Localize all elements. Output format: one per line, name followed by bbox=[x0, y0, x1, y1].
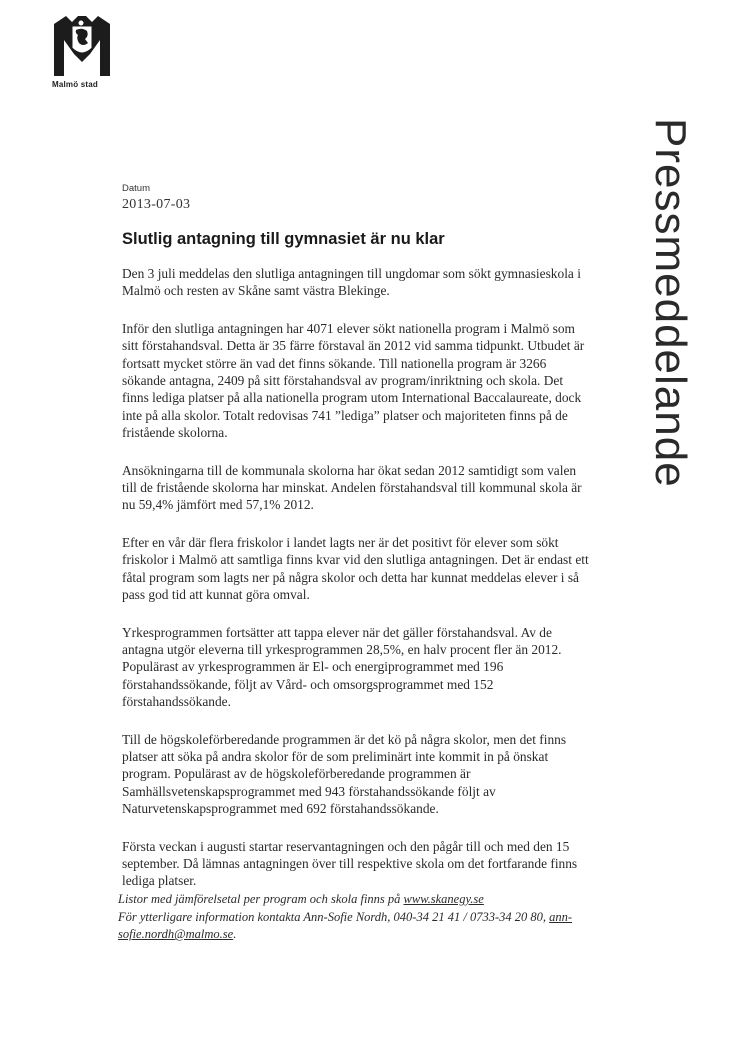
paragraph: Inför den slutliga antagningen har 4071 elever sökt nationella program i Malmö som sitt förstahandsval. Detta är 35 färre förstaval än 2012 vid samma tidpunkt. Utbudet är fortsatt mycket större än vad det finns sökande. Till nationella program är 3266 sökande antagna, 2409 på sitt förstahandsval av program/inriktning och skola. Det finns lediga platser på alla nationella program utom International Baccalaureate, dock inte på alla skolor. Totalt redovisas 741 ”lediga” platser och majoriteten finns på de fristående skolorna. bbox=[122, 320, 585, 441]
press-release-vertical-title: Pressmeddelande bbox=[646, 118, 695, 488]
skanegy-link[interactable]: www.skanegy.se bbox=[403, 892, 484, 906]
contact-footer bbox=[118, 891, 588, 944]
paragraph: Till de högskoleförberedande programmen är det kö på några skolor, men det finns platser att söka på andra skolor för de som preliminärt inte kommit in på önskat program. Populärast av de högskoleförberedande programmen är Samhällsvetenskapsprogrammet med 943 förstahandssökande följt av Naturvetenskapsprogrammet med 692 förstahandssökande. bbox=[122, 731, 567, 817]
paragraph: Efter en vår där flera friskolor i landet lagts ner är det positivt för elever som sökt friskolor i Malmö att samtliga finns kvar vid den slutliga antagningen. Det är endast ett fåtal program som lagts ner på några skolor och detta har kunnat meddelas elever i så pass god tid att kunnat göra omval. bbox=[122, 534, 589, 603]
paragraph: Yrkesprogrammen fortsätter att tappa elever när det gäller förstahandsval. Av de antagna utgör eleverna till yrkesprogrammen 28,5%, en halv procent fler än 2012. Populärast av yrkesprogrammen är El- och energiprogrammet med 196 förstahandssökande, följt av Vård- och omsorgsprogrammet med 152 förstahandssökande. bbox=[122, 624, 562, 710]
paragraph: Första veckan i augusti startar reservantagningen och den pågår till och med den 15 september. Då lämnas antagningen över till respektive skola om det fortfarande finns lediga platser. bbox=[122, 838, 578, 889]
malmo-stad-logo bbox=[52, 12, 112, 92]
footer-contact-line bbox=[118, 909, 588, 944]
page-title: Slutlig antagning till gymnasiet är nu klar bbox=[122, 230, 445, 248]
date-label: Datum bbox=[122, 183, 150, 194]
date-value: 2013-07-03 bbox=[122, 197, 191, 212]
footer-lists-text: Listor med jämförelsetal per program och skola finns på bbox=[118, 892, 404, 906]
logo-text: Malmö stad bbox=[52, 80, 99, 89]
paragraph: Ansökningarna till de kommunala skolorna har ökat sedan 2012 samtidigt som valen till de fristående skolorna har minskat. Andelen förstahandsval till kommunal skola är nu 59,4% jämfört med 57,1% 2012. bbox=[122, 462, 582, 513]
footer-lists-line bbox=[118, 891, 588, 909]
footer-period: . bbox=[233, 927, 237, 941]
footer-contact-text: För ytterligare information kontakta Ann-Sofie Nordh, 040-34 21 41 / 0733-34 20 80, bbox=[118, 909, 550, 924]
press-release-body bbox=[122, 265, 590, 910]
malmo-griffin-crest-icon bbox=[52, 12, 112, 78]
paragraph: Den 3 juli meddelas den slutliga antagningen till ungdomar som sökt gymnasieskola i Malmö och resten av Skåne samt västra Blekinge. bbox=[122, 266, 581, 299]
email-link[interactable]: ann-sofie.nordh@malmo.se bbox=[118, 909, 573, 941]
